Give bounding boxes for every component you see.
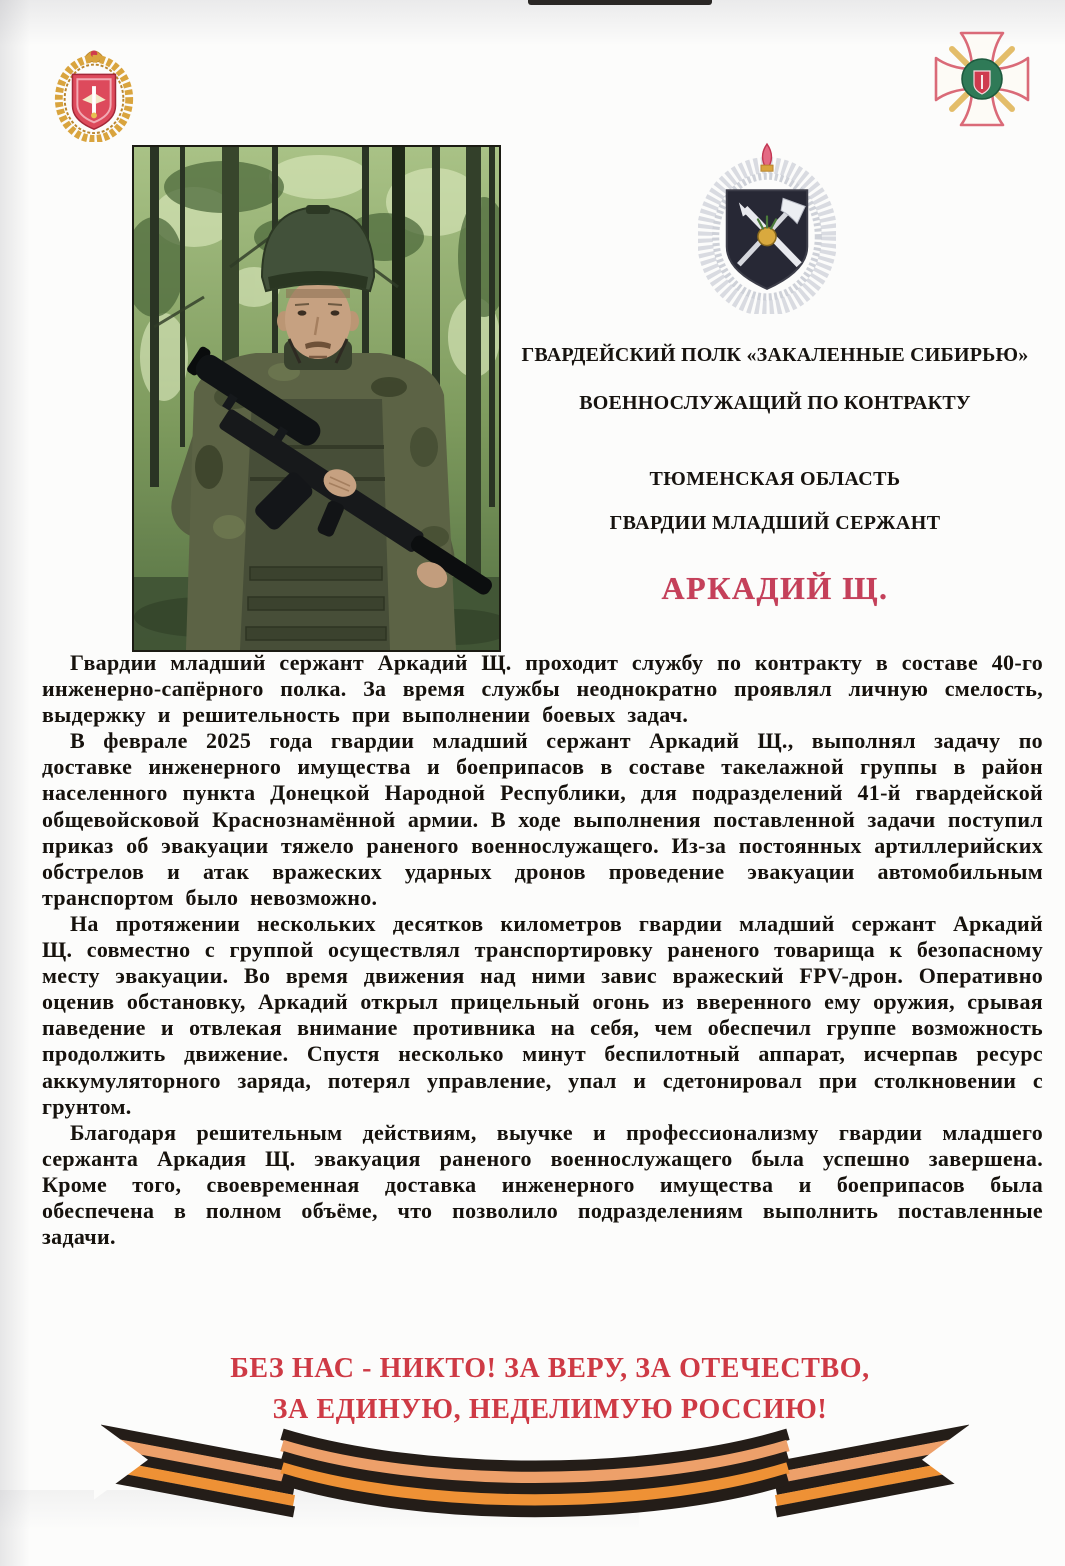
paragraph-4: Благодаря решительным действиям, выучке и профессионализму гвардии младшего сержанта Аркадия Щ. эвакуация раненого военнослужащего была успешно завершена. Кроме того, своевременная доставка инженерного имущества и боеприпасов была обеспечена в полном объёме, что позволило подразделениям выполнить поставленные задачи.: [42, 1119, 1043, 1250]
soldier-name: АРКАДИЙ Щ.: [661, 570, 889, 606]
st-george-ribbon: [82, 1422, 988, 1520]
soldier-portrait-photo: [132, 145, 501, 652]
slogan-line-2: ЗА ЕДИНУЮ, НЕДЕЛИМУЮ РОССИЮ!: [272, 1394, 828, 1425]
paragraph-1: Гвардии младший сержант Аркадий Щ. проходит службу по контракту в составе 40-го инженерно-сапёрного полка. За время службы неоднократно проявлял личную смелость, выдержку и решительность при выполнении боевых задач.: [42, 650, 1043, 728]
service-type-title: ВОЕННОСЛУЖАЩИЙ ПО КОНТРАКТУ: [579, 392, 971, 414]
military-district-emblem-icon: [50, 42, 138, 142]
scan-shading-top: [0, 0, 1065, 46]
slogan-line-1: БЕЗ НАС - НИКТО! ЗА ВЕРУ, ЗА ОТЕЧЕСТВО,: [230, 1353, 870, 1384]
regiment-title: ГВАРДЕЙСКИЙ ПОЛК «ЗАКАЛЕННЫЕ СИБИРЬЮ»: [521, 344, 1029, 366]
scan-shading-left: [0, 0, 30, 1566]
paragraph-2: В феврале 2025 года гвардии младший сержант Аркадий Щ., выполнял задачу по доставке инженерного имущества и боеприпасов в составе такелажной группы в район населенного пункта Донецкой Народной Республики, для подразделений 41-й гвардейской общевойсковой Краснознамённой армии. В ходе выполнения поставленной задачи поступил приказ об эвакуации тяжело раненого военнослужащего. Из-за постоянных артиллерийских обстрелов и атак вражеских ударных дронов проведение эвакуации автомобильным транспортом было невозможно.: [42, 728, 1043, 910]
slogan: [60, 1348, 1040, 1430]
engineer-regiment-emblem-icon: [698, 138, 836, 314]
paragraph-3: На протяжении нескольких десятков километров гвардии младший сержант Аркадий Щ. совместно с группой осуществлял транспортировку раненого товарища к безопасному месту эвакуации. Во время движения над ними завис вражеский FPV-дрон. Оперативно оценив обстановку, Аркадий открыл прицельный огонь из вверенного ему оружия, срывая паведение и отвлекая внимание противника на себя, чем обеспечил группе возможность продолжить движение. Спустя несколько минут беспилотный аппарат, исчерпав ресурс аккумуляторного заряда, потерял управление, упал и сдетонировал при столкновении с грунтом.: [42, 910, 1043, 1119]
guards-cross-emblem-icon: [932, 28, 1032, 130]
scan-edge-artifact: [528, 0, 712, 5]
region-title: ТЮМЕНСКАЯ ОБЛАСТЬ: [649, 468, 901, 490]
rank-title: ГВАРДИИ МЛАДШИЙ СЕРЖАНТ: [609, 512, 941, 534]
body-text: [42, 650, 1043, 1250]
